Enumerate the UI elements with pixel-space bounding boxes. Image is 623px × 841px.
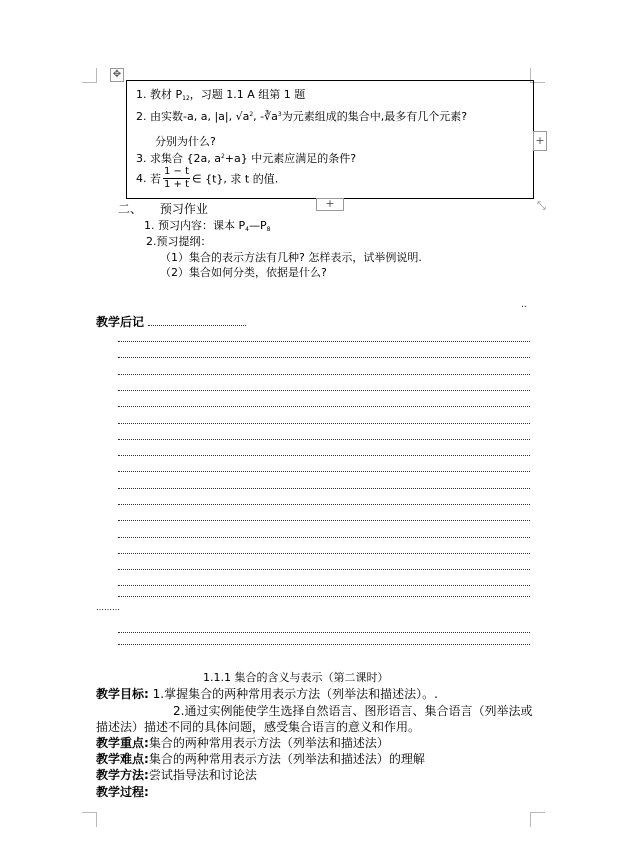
notes-ruled-line	[118, 569, 530, 570]
item-text: ∈ {t}, 求 t 的值.	[192, 172, 279, 186]
field-label: 教学方法:	[96, 768, 149, 782]
lesson-difficulty	[96, 750, 425, 767]
preview-text: —P	[248, 219, 267, 232]
field-label: 教学重点:	[96, 736, 149, 750]
lesson-goal-line-3: 描述法）描述不同的具体问题，感受集合语言的意义和作用。	[96, 720, 421, 734]
insert-column-plus-icon[interactable]: +	[533, 131, 547, 151]
absolute-value: |a|	[214, 110, 229, 123]
field-text: 集合的两种常用表示方法（列举法和描述法）	[148, 736, 389, 750]
item-number: 2.	[136, 110, 147, 123]
item-text: 求集合 {2a, a	[150, 152, 221, 165]
notes-ruled-line	[118, 596, 530, 597]
field-text: 1.掌握集合的两种常用表示方法（列举法和描述法）。.	[152, 687, 438, 701]
exercise-item-2	[136, 108, 467, 124]
notes-ruled-line	[118, 632, 530, 633]
notes-ruled-line	[118, 357, 530, 358]
field-label: 教学难点:	[96, 752, 149, 766]
crop-mark-top-left	[82, 68, 97, 83]
exercise-item-1	[136, 86, 305, 102]
sqrt-term: , √a	[228, 110, 250, 123]
item-text: 为元素组成的集合中,最多有几个元素?	[281, 110, 468, 123]
crop-mark-bottom-right	[530, 812, 545, 827]
subscript: 8	[266, 226, 271, 233]
lesson-key-point	[96, 734, 389, 751]
field-text: 集合的两种常用表示方法（列举法和描述法）的理解	[148, 752, 425, 766]
notes-ruled-line	[118, 644, 530, 645]
exercise-item-4	[136, 166, 278, 191]
corner-mark: ..	[521, 300, 527, 310]
notes-ruled-line	[118, 488, 530, 489]
notes-ruled-line	[118, 537, 530, 538]
preview-question-2: （2）集合如何分类，依据是什么?	[160, 266, 327, 279]
notes-ruled-line	[118, 504, 530, 505]
notes-ruled-line	[118, 341, 530, 342]
notes-label: 教学后记	[96, 315, 145, 329]
lesson-process-label: 教学过程:	[96, 785, 149, 799]
section-title: 预习作业	[159, 202, 208, 216]
notes-ruled-line	[118, 553, 530, 554]
exercise-item-3	[136, 150, 356, 166]
fraction-denominator: 1 + t	[164, 179, 190, 190]
lesson-title: 1.1.1 集合的含义与表示（第二课时）	[203, 671, 389, 684]
notes-ruled-line	[118, 520, 530, 521]
cbrt-term: , -∛a	[253, 110, 278, 123]
item-text: 若	[150, 172, 161, 186]
notes-ruled-line	[118, 406, 530, 407]
lesson-method	[96, 766, 257, 783]
field-label: 教学目标:	[96, 687, 149, 701]
item-number: 4.	[136, 172, 147, 185]
section-number: 二、	[118, 202, 143, 216]
notes-ruled-line	[118, 390, 530, 391]
superscript: 2	[249, 111, 254, 118]
item-text: ，习题 1.1 A 组第 1 题	[189, 88, 306, 101]
crop-mark-bottom-left	[82, 812, 97, 827]
item-number: 3.	[136, 152, 147, 165]
lesson-goal-line-2: 2.通过实例能使学生选择自然语言、图形语言、集合语言（列举法或	[173, 704, 533, 718]
preview-content-line	[144, 217, 270, 233]
preview-outline-label: 2.预习提纲：	[146, 235, 212, 248]
notes-trailing-dots: ………	[96, 603, 120, 612]
notes-label-dotted-line	[148, 325, 246, 326]
insert-row-plus-icon[interactable]: +	[316, 198, 344, 211]
notes-ruled-line	[118, 439, 530, 440]
lesson-goal-line-1	[96, 685, 438, 702]
table-move-handle-icon[interactable]: ✥	[110, 68, 124, 82]
item-text: +a} 中元素应满足的条件?	[224, 152, 357, 165]
item-text: 由实数-a, a,	[150, 110, 215, 123]
fraction-numerator: 1 − t	[164, 166, 190, 177]
table-resize-handle-icon[interactable]: ⤡	[537, 199, 546, 212]
preview-question-1: （1）集合的表示方法有几种? 怎样表示，试举例说明.	[160, 251, 422, 264]
field-text: 尝试指导法和讨论法	[148, 768, 257, 782]
item-text: 教材 P	[150, 88, 183, 101]
subscript: 4	[245, 226, 249, 233]
notes-ruled-line	[118, 455, 530, 456]
notes-ruled-line	[118, 471, 530, 472]
notes-ruled-line	[118, 374, 530, 375]
notes-ruled-line	[118, 585, 530, 586]
notes-ruled-line	[118, 423, 530, 424]
preview-heading	[118, 200, 208, 217]
subscript: 12	[182, 95, 190, 102]
superscript: 3	[277, 111, 282, 118]
superscript: 2	[220, 153, 225, 160]
fraction	[163, 166, 190, 191]
exercise-item-2-continued: 分别为什么?	[155, 135, 216, 148]
preview-text: 1. 预习内容：课本 P	[144, 219, 246, 232]
item-number: 1.	[136, 88, 147, 101]
